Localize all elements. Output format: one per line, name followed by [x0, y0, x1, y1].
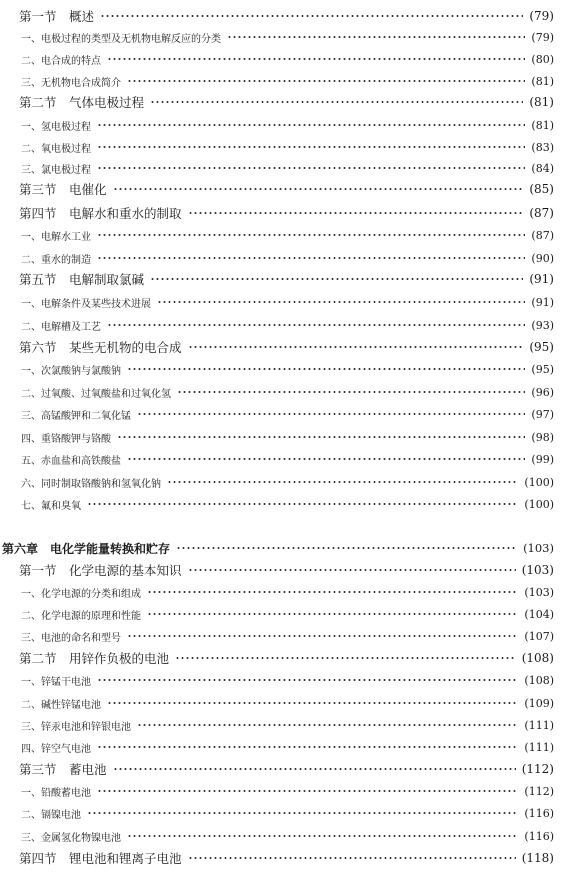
page-number: (85) [529, 182, 554, 196]
page-number: (112) [521, 762, 554, 776]
dot-leader [107, 324, 525, 326]
dot-leader [157, 301, 525, 303]
dot-leader [87, 812, 518, 814]
dot-leader [107, 702, 518, 704]
page-number: (83) [531, 140, 554, 154]
entry-title: 第四节 电解水和重水的制取 [19, 206, 182, 221]
entry-title: 二、镉镍电池 [21, 809, 81, 821]
toc-entry-section [0, 268, 572, 290]
entry-title: 二、电合成的特点 [21, 55, 101, 67]
page-number: (96) [531, 385, 554, 399]
dot-leader [127, 80, 525, 82]
dot-leader [188, 857, 516, 859]
toc-entry-item [0, 714, 572, 736]
toc-entry-item [0, 224, 572, 246]
dot-leader [127, 458, 525, 460]
entry-title: 第一节 化学电源的基本知识 [19, 563, 182, 578]
dot-leader [127, 835, 518, 837]
entry-title: 第二节 用锌作负极的电池 [19, 651, 170, 666]
dot-leader [150, 278, 523, 280]
toc-entry-item [0, 780, 572, 802]
page-number: (104) [524, 607, 554, 621]
entry-title: 三、无机物电合成简介 [21, 77, 121, 89]
dot-leader [127, 635, 518, 637]
toc-entry-item [0, 825, 572, 847]
entry-title: 第一节 概述 [19, 9, 95, 24]
toc-entry-section [0, 758, 572, 780]
dot-leader [167, 481, 518, 483]
toc-entry-section [0, 202, 572, 224]
page-number: (111) [524, 718, 554, 732]
toc-entry-section [0, 91, 572, 113]
dot-leader [100, 15, 523, 17]
dot-leader [147, 613, 518, 615]
page-number: (95) [531, 362, 554, 376]
page-number: (87) [531, 228, 554, 242]
entry-title: 一、氢电极过程 [21, 121, 91, 133]
dot-leader [177, 391, 525, 393]
toc-entry-item [0, 247, 572, 269]
entry-title: 第五节 电解制取氯碱 [19, 272, 145, 287]
entry-title: 二、化学电源的原理和性能 [21, 610, 141, 622]
entry-title: 二、重水的制造 [21, 254, 91, 266]
toc-entry-item [0, 448, 572, 470]
toc-entry-item [0, 48, 572, 70]
toc-entry-item [0, 136, 572, 158]
dot-leader [188, 346, 524, 348]
toc-entry-section [0, 847, 572, 869]
toc-entry-item [0, 426, 572, 448]
page-number: (108) [524, 673, 554, 687]
entry-title: 三、锌汞电池和锌银电池 [21, 721, 131, 733]
entry-title: 一、电极过程的类型及无机物电解反应的分类 [21, 33, 221, 45]
page-number: (103) [523, 541, 554, 555]
entry-title: 一、电解水工业 [21, 231, 91, 243]
entry-title: 第四节 锂电池和锂离子电池 [19, 851, 182, 866]
page-number: (87) [529, 206, 554, 220]
dot-leader [176, 547, 517, 549]
toc-entry-item [0, 314, 572, 336]
toc-entry-item [0, 381, 572, 403]
page-number: (84) [531, 161, 554, 175]
page-number: (108) [521, 651, 554, 665]
dot-leader [97, 234, 525, 236]
toc-entry-item [0, 581, 572, 603]
dot-leader [147, 591, 518, 593]
page-number: (103) [521, 563, 554, 577]
page-number: (81) [531, 74, 554, 88]
page-number: (95) [529, 340, 554, 354]
entry-title: 三、电池的命名和型号 [21, 632, 121, 644]
page-number: (91) [529, 272, 554, 286]
entry-title: 第二节 气体电极过程 [19, 95, 145, 110]
toc-entry-item [0, 669, 572, 691]
page-number: (81) [531, 118, 554, 132]
toc-entry-item [0, 26, 572, 48]
entry-title: 七、氟和臭氧 [21, 500, 81, 512]
entry-title: 第六节 某些无机物的电合成 [19, 340, 182, 355]
dot-leader [97, 679, 518, 681]
entry-title: 四、重铬酸钾与铬酸 [21, 433, 111, 445]
toc-entry-item [0, 802, 572, 824]
entry-title: 一、化学电源的分类和组成 [21, 588, 141, 600]
page-number: (100) [524, 497, 554, 511]
entry-title: 三、金属氢化物镍电池 [21, 832, 121, 844]
page-number: (80) [531, 52, 554, 66]
page-number: (112) [524, 784, 554, 798]
entry-title: 一、次氯酸钠与氯酸钠 [21, 365, 121, 377]
dot-leader [107, 58, 525, 60]
toc-entry-item [0, 291, 572, 313]
dot-leader [97, 124, 525, 126]
toc-entry-item [0, 358, 572, 380]
entry-title: 二、碱性锌锰电池 [21, 699, 101, 711]
dot-leader [227, 36, 525, 38]
toc-entry-item [0, 625, 572, 647]
toc-entry-item [0, 471, 572, 493]
toc-entry-item [0, 603, 572, 625]
page-number: (109) [524, 696, 554, 710]
entry-title: 第三节 蓄电池 [19, 762, 107, 777]
toc-entry-item [0, 70, 572, 92]
entry-title: 二、氧电极过程 [21, 143, 91, 155]
entry-title: 第三节 电催化 [19, 182, 107, 197]
page-number: (116) [524, 806, 554, 820]
toc-entry-chapter [0, 537, 572, 559]
page-number: (97) [531, 407, 554, 421]
entry-title: 五、赤血盐和高铁酸盐 [21, 455, 121, 467]
toc-entry-item [0, 736, 572, 758]
toc-entry-item [0, 114, 572, 136]
page-number: (99) [531, 452, 554, 466]
page-number: (116) [524, 829, 554, 843]
dot-leader [87, 503, 518, 505]
dot-leader [97, 790, 518, 792]
entry-title: 第六章 电化学能量转换和贮存 [2, 541, 171, 556]
page-number: (98) [531, 430, 554, 444]
dot-leader [97, 257, 525, 259]
entry-title: 一、锌锰干电池 [21, 676, 91, 688]
toc-entry-section [0, 336, 572, 358]
entry-title: 一、铅酸蓄电池 [21, 787, 91, 799]
dot-leader [97, 746, 518, 748]
dot-leader [97, 146, 525, 148]
entry-title: 三、氯电极过程 [21, 164, 91, 176]
dot-leader [150, 101, 523, 103]
toc-entry-section [0, 647, 572, 669]
dot-leader [137, 724, 518, 726]
toc-entry-item [0, 157, 572, 179]
dot-leader [97, 167, 525, 169]
entry-title: 三、高锰酸钾和二氧化锰 [21, 410, 131, 422]
page-number: (118) [521, 851, 554, 865]
dot-leader [175, 657, 516, 659]
toc-entry-section [0, 559, 572, 581]
toc-entry-section [0, 5, 572, 27]
entry-title: 二、电解槽及工艺 [21, 321, 101, 333]
page-number: (91) [531, 295, 554, 309]
dot-leader [188, 212, 524, 214]
page-number: (107) [524, 629, 554, 643]
dot-leader [188, 569, 516, 571]
page-number: (90) [531, 251, 554, 265]
toc-entry-item [0, 403, 572, 425]
dot-leader [127, 368, 525, 370]
page-number: (81) [529, 95, 554, 109]
toc-entry-item [0, 493, 572, 515]
dot-leader [137, 413, 525, 415]
toc-entry-section [0, 178, 572, 200]
dot-leader [113, 188, 524, 190]
entry-title: 六、同时制取铬酸钠和氢氧化钠 [21, 478, 161, 490]
entry-title: 二、过氧酸、过氧酸盐和过氧化氢 [21, 388, 171, 400]
entry-title: 一、电解条件及某些技术进展 [21, 298, 151, 310]
page-number: (79) [529, 9, 554, 23]
page-number: (93) [531, 318, 554, 332]
page-number: (79) [531, 30, 554, 44]
entry-title: 四、锌空气电池 [21, 743, 91, 755]
page-number: (100) [524, 475, 554, 489]
page-number: (111) [524, 740, 554, 754]
toc-entry-item [0, 692, 572, 714]
page-number: (103) [524, 585, 554, 599]
dot-leader [117, 436, 525, 438]
dot-leader [113, 768, 516, 770]
